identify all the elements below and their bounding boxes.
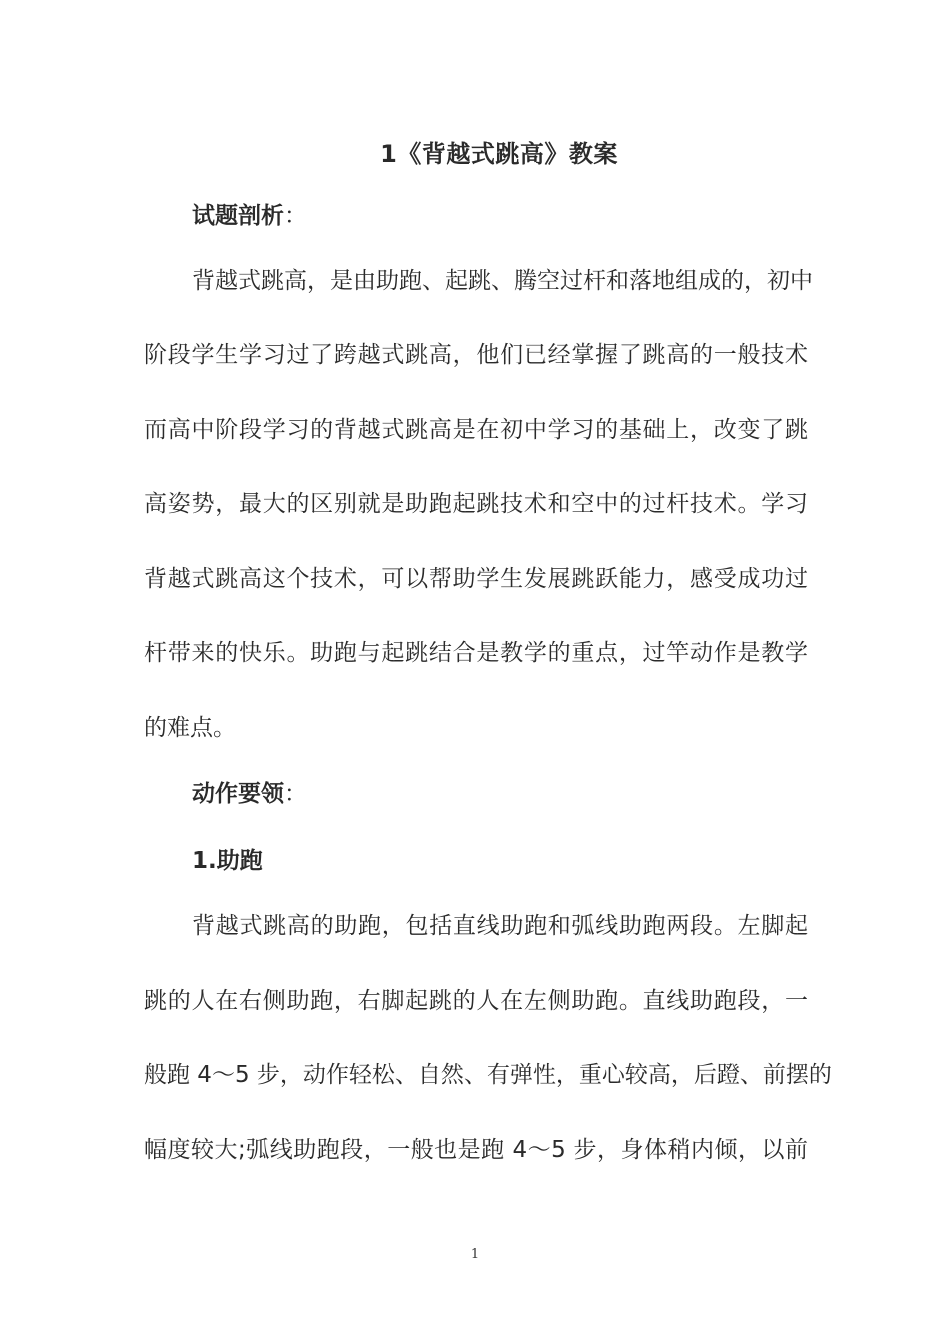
section-heading-technique-label: 动作要领 [192,781,284,807]
paragraph-line: 背越式跳高，是由助跑、起跳、腾空过杆和落地组成的，初中 [192,268,813,294]
paragraph-line: 背越式跳高的助跑，包括直线助跑和弧线助跑两段。左脚起 [192,913,808,939]
paragraph-line: 而高中阶段学习的背越式跳高是在初中学习的基础上，改变了跳 [144,417,808,443]
paragraph-line: 高姿势，最大的区别就是助跑起跳技术和空中的过杆技术。学习 [144,491,808,517]
paragraph-line: 跳的人在右侧助跑，右脚起跳的人在左侧助跑。直线助跑段，一 [144,988,808,1014]
subheading-run-up-label: 1.助跑 [192,848,263,874]
paragraph-line: 般跑 4～5 步，动作轻松、自然、有弹性，重心较高，后蹬、前摆的 [144,1062,832,1088]
section-heading-technique-colon: ： [284,781,307,807]
paragraph-line: 杆带来的快乐。助跑与起跳结合是教学的重点，过竿动作是教学 [144,640,808,666]
section-heading-analysis-label: 试题剖析 [192,203,284,229]
paragraph-line: 背越式跳高这个技术，可以帮助学生发展跳跃能力，感受成功过 [144,566,808,592]
document-title: 1《背越式跳高》教案 [380,140,618,168]
paragraph-line: 的难点。 [144,715,236,741]
paragraph-line: 幅度较大;弧线助跑段，一般也是跑 4～5 步，身体稍内倾，以前 [144,1137,808,1163]
page-number: 1 [470,1247,480,1262]
section-heading-technique [192,778,307,810]
section-heading-analysis-colon: ： [284,203,307,229]
subheading-run-up [192,845,263,877]
paragraph-line: 阶段学生学习过了跨越式跳高，他们已经掌握了跳高的一般技术 [144,342,808,368]
section-heading-analysis [192,200,307,232]
